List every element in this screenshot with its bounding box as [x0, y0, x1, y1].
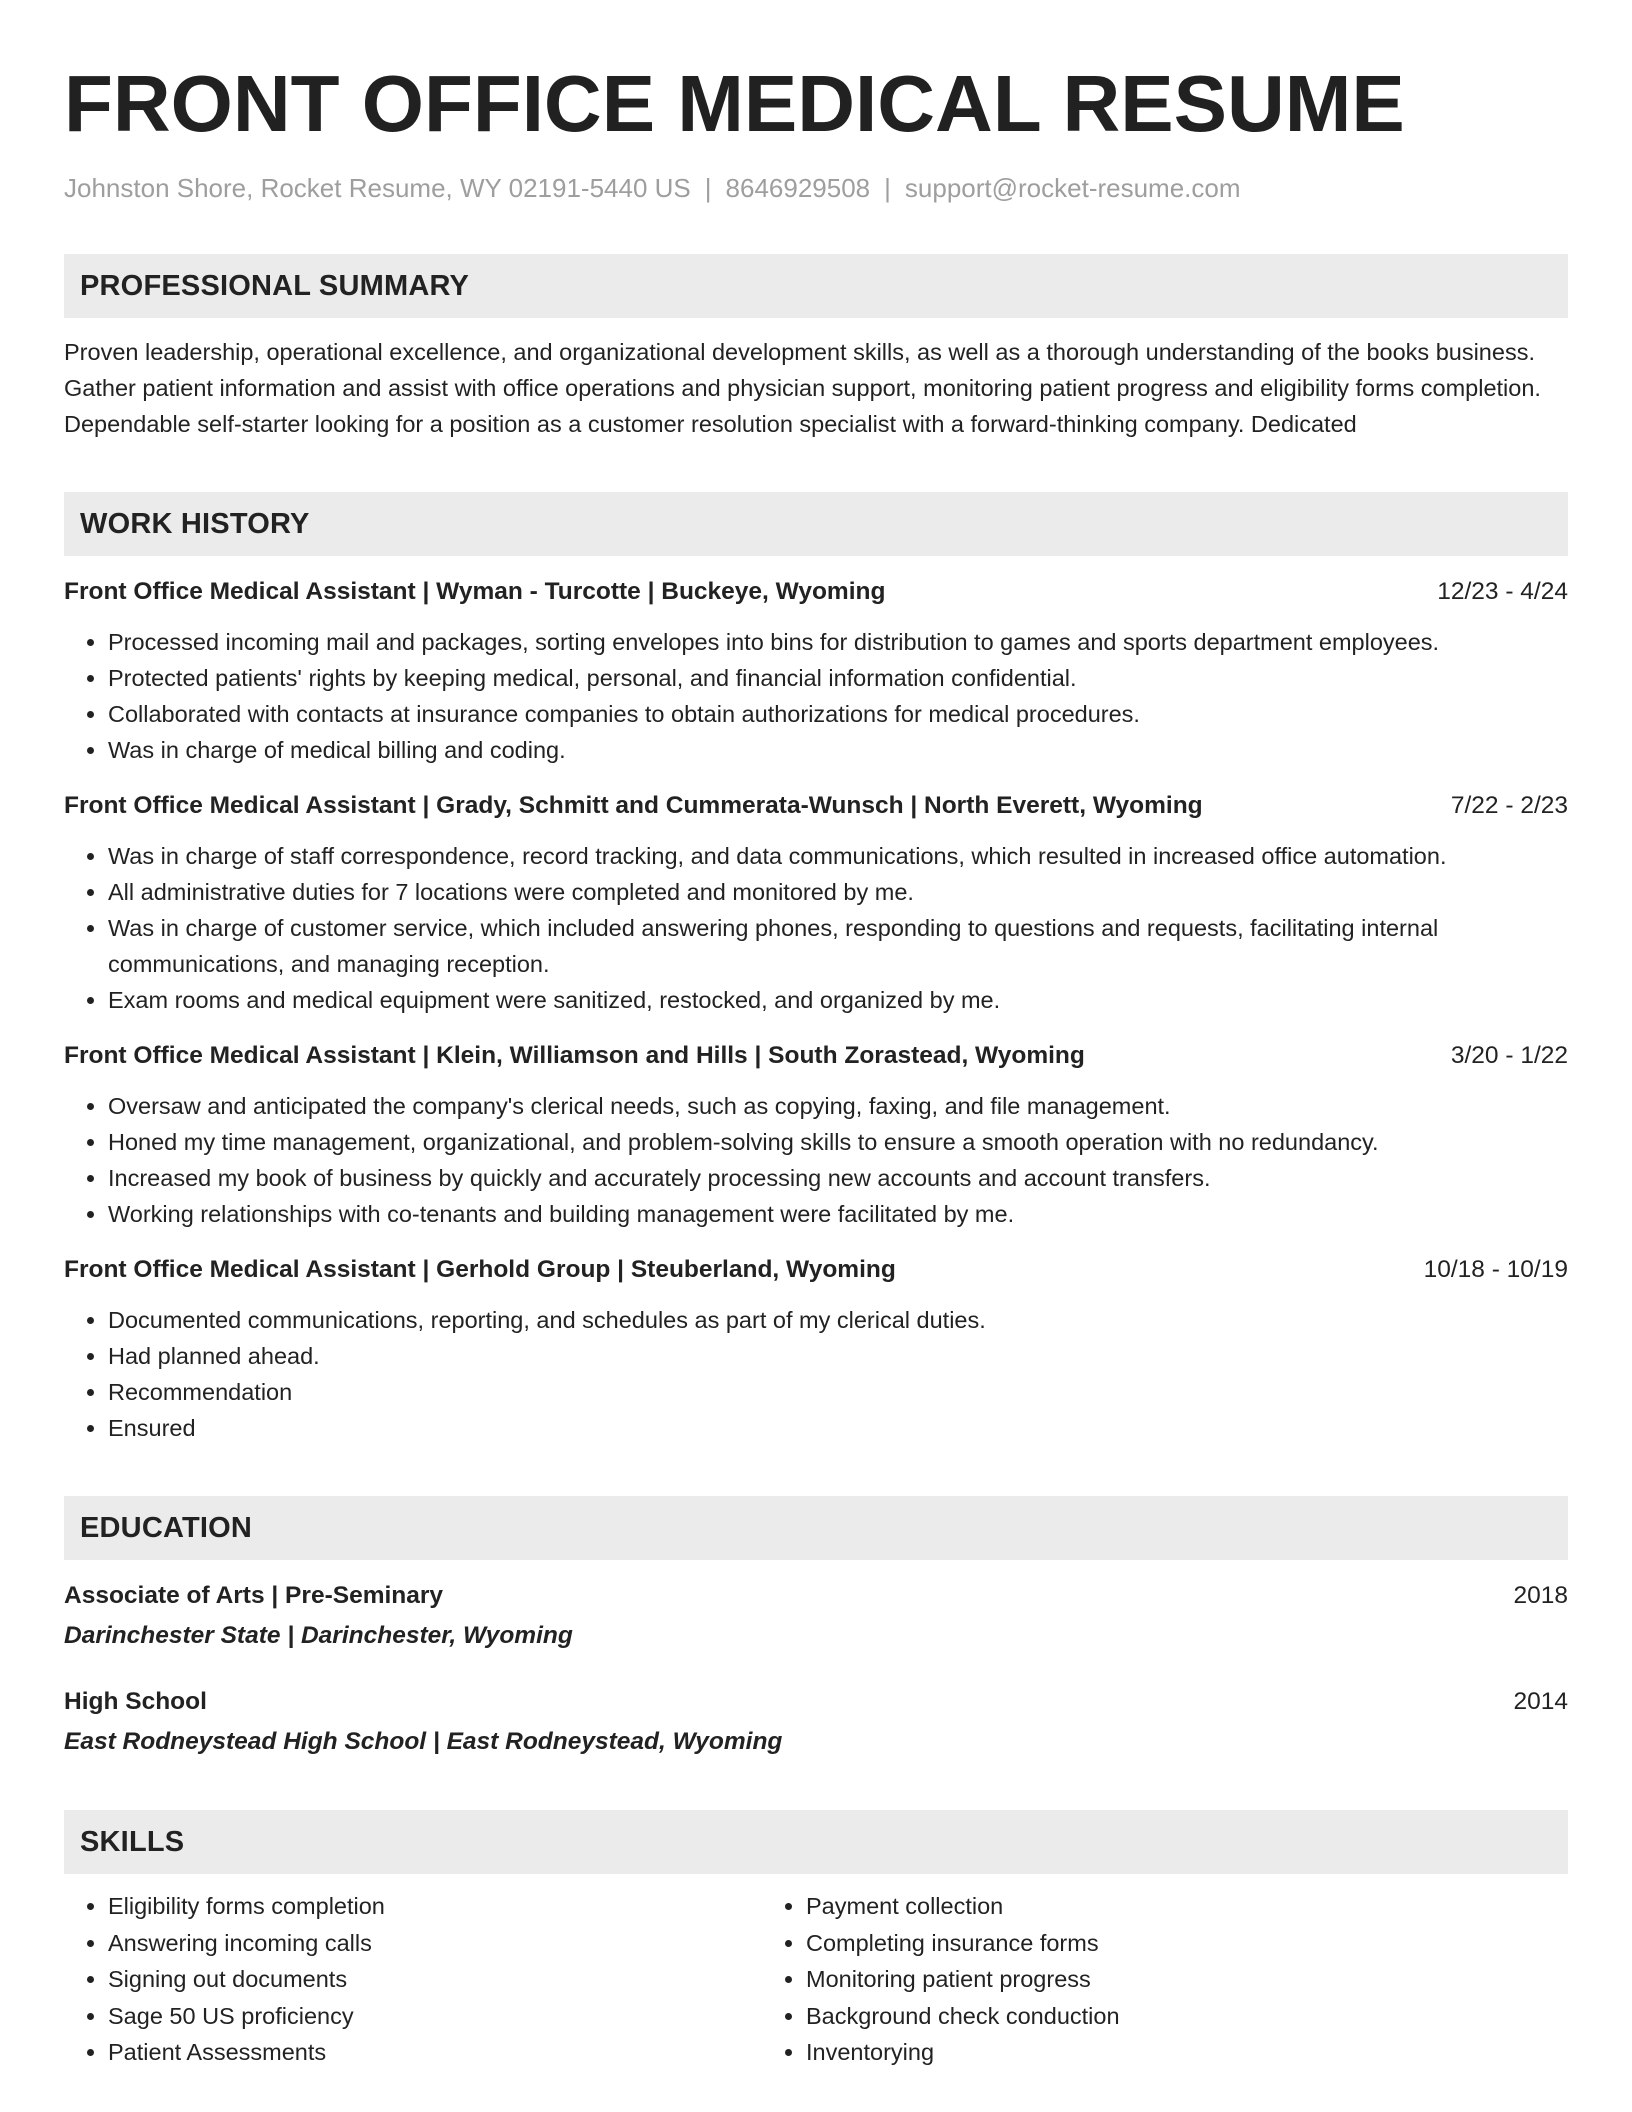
skill-item: • Background check conduction: [806, 1998, 1460, 2035]
education-entry: [64, 1578, 1568, 1654]
job-bullet: • Documented communications, reporting, and schedules as part of my clerical duties.: [108, 1302, 1568, 1338]
contact-separator: |: [884, 173, 891, 203]
contact-address: Johnston Shore, Rocket Resume, WY 02191-5440 US: [64, 173, 691, 203]
job-entry: [64, 1252, 1568, 1446]
education-entry: [64, 1684, 1568, 1760]
skills-column-left: [64, 1888, 762, 2071]
job-bullet: • Was in charge of medical billing and coding.: [108, 732, 1568, 768]
job-date: 7/22 - 2/23: [1450, 792, 1568, 819]
skill-item: • Monitoring patient progress: [806, 1961, 1460, 1998]
contact-email: support@rocket-resume.com: [904, 173, 1241, 203]
job-bullet: • Collaborated with contacts at insurance companies to obtain authorizations for medical procedures.: [108, 696, 1568, 732]
job-entry: [64, 574, 1568, 768]
job-title: Front Office Medical Assistant | Gerhold Group | Steuberland, Wyoming: [64, 1256, 896, 1283]
education-school: Darinchester State | Darinchester, Wyoming: [64, 1622, 573, 1649]
skill-item: • Inventorying: [806, 2034, 1460, 2071]
education-degree: Associate of Arts | Pre-Seminary: [64, 1582, 444, 1609]
job-bullets: [64, 1302, 1568, 1446]
contact-phone: 8646929508: [725, 173, 871, 203]
job-entry: [64, 1038, 1568, 1232]
job-title: Front Office Medical Assistant | Wyman - Turcotte | Buckeye, Wyoming: [64, 578, 886, 605]
job-bullet: • Exam rooms and medical equipment were sanitized, restocked, and organized by me.: [108, 982, 1568, 1018]
job-bullet: • Recommendation: [108, 1374, 1568, 1410]
section-heading-summary: PROFESSIONAL SUMMARY: [64, 254, 1568, 318]
job-title: Front Office Medical Assistant | Klein, Williamson and Hills | South Zorastead, Wyoming: [64, 1042, 1085, 1069]
skill-item: • Payment collection: [806, 1888, 1460, 1925]
job-bullet: • Was in charge of staff correspondence, record tracking, and data communications, which resulted in increased office automation.: [108, 838, 1568, 874]
job-date: 12/23 - 4/24: [1437, 578, 1568, 605]
section-heading-education: EDUCATION: [64, 1496, 1568, 1560]
job-bullet: • Oversaw and anticipated the company's clerical needs, such as copying, faxing, and file management.: [108, 1088, 1568, 1124]
skills-list: [64, 1888, 1568, 2071]
section-heading-skills: SKILLS: [64, 1810, 1568, 1874]
section-heading-work-history: WORK HISTORY: [64, 492, 1568, 556]
education-school: East Rodneystead High School | East Rodneystead, Wyoming: [64, 1728, 783, 1755]
contact-line: [64, 172, 1568, 204]
summary-text: Proven leadership, operational excellence, and organizational development skills, as well as a thorough understanding of the books business. Gather patient information and assist with office operations and physician support, monitoring patient progress and eligibility forms completion. Dependable self-starter looking for a position as a customer resolution specialist with a forward-thinking company. Dedicated: [64, 339, 1541, 437]
education-degree: High School: [64, 1688, 207, 1715]
job-bullet: • Increased my book of business by quickly and accurately processing new accounts and account transfers.: [108, 1160, 1568, 1196]
job-date: 3/20 - 1/22: [1450, 1042, 1568, 1069]
job-bullet: • Processed incoming mail and packages, sorting envelopes into bins for distribution to games and sports department employees.: [108, 624, 1568, 660]
skill-item: • Answering incoming calls: [108, 1925, 762, 1962]
resume-title: FRONT OFFICE MEDICAL RESUME: [64, 59, 1405, 148]
job-bullet: • All administrative duties for 7 locations were completed and monitored by me.: [108, 874, 1568, 910]
skill-item: • Eligibility forms completion: [108, 1888, 762, 1925]
job-bullet: • Honed my time management, organizational, and problem-solving skills to ensure a smooth operation with no redundancy.: [108, 1124, 1568, 1160]
education-year: 2018: [1513, 1582, 1568, 1609]
education-year: 2014: [1513, 1688, 1568, 1715]
job-entry: [64, 788, 1568, 1018]
job-bullet: • Was in charge of customer service, which included answering phones, responding to questions and requests, facilitating internal communications, and managing reception.: [108, 910, 1568, 982]
job-bullets: [64, 838, 1568, 1018]
contact-separator: |: [704, 173, 712, 203]
skill-item: • Sage 50 US proficiency: [108, 1998, 762, 2035]
skill-item: • Completing insurance forms: [806, 1925, 1460, 1962]
skill-item: • Signing out documents: [108, 1961, 762, 1998]
job-bullets: [64, 1088, 1568, 1232]
job-date: 10/18 - 10/19: [1423, 1256, 1568, 1283]
job-bullet: • Protected patients' rights by keeping medical, personal, and financial information confidential.: [108, 660, 1568, 696]
job-bullet: • Ensured: [108, 1410, 1568, 1446]
job-bullets: [64, 624, 1568, 768]
job-bullet: • Working relationships with co-tenants and building management were facilitated by me.: [108, 1196, 1568, 1232]
job-bullet: • Had planned ahead.: [108, 1338, 1568, 1374]
skills-column-right: [762, 1888, 1460, 2071]
job-title: Front Office Medical Assistant | Grady, Schmitt and Cummerata-Wunsch | North Everett, Wyoming: [64, 792, 1203, 819]
skill-item: • Patient Assessments: [108, 2034, 762, 2071]
